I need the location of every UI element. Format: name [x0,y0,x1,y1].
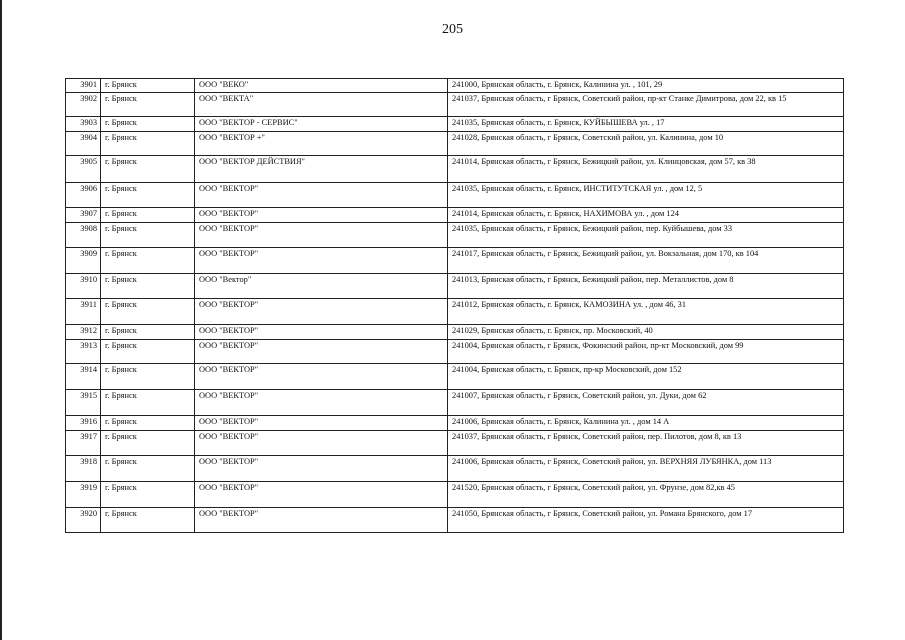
address-cell: 241037, Брянская область, г Брянск, Советский район, пер. Пилотов, дом 8, кв 13 [448,431,844,456]
city-cell: г. Брянск [101,183,195,208]
table-row [66,482,844,508]
page-edge-line [0,0,2,640]
table-row [66,508,844,533]
city-cell: г. Брянск [101,340,195,364]
table-row [66,299,844,325]
organization-name-cell: ООО "ВЕКТОР" [195,456,448,482]
address-cell: 241029, Брянская область, г. Брянск, пр. Московский, 40 [448,325,844,340]
row-number-cell: 3911 [66,299,101,325]
city-cell: г. Брянск [101,416,195,431]
organization-name-cell: ООО "ВЕКТОР" [195,248,448,274]
city-cell: г. Брянск [101,208,195,223]
table-row [66,183,844,208]
table-row [66,117,844,132]
row-number-cell: 3906 [66,183,101,208]
city-cell: г. Брянск [101,390,195,416]
address-cell: 241014, Брянская область, г Брянск, Бежицкий район, ул. Клинцовская, дом 57, кв 38 [448,156,844,183]
city-cell: г. Брянск [101,117,195,132]
row-number-cell: 3903 [66,117,101,132]
address-cell: 241006, Брянская область, г Брянск, Советский район, ул. ВЕРХНЯЯ ЛУБЯНКА, дом 113 [448,456,844,482]
address-cell: 241035, Брянская область, г Брянск, Бежицкий район, пер. Куйбышева, дом 33 [448,223,844,248]
row-number-cell: 3910 [66,274,101,299]
table-row [66,132,844,156]
organization-name-cell: ООО "ВЕКТОР - СЕРВИС" [195,117,448,132]
organization-name-cell: ООО "ВЕКТОР" [195,390,448,416]
city-cell: г. Брянск [101,456,195,482]
row-number-cell: 3920 [66,508,101,533]
city-cell: г. Брянск [101,364,195,390]
address-cell: 241004, Брянская область, г. Брянск, пр-кр Московский, дом 152 [448,364,844,390]
address-cell: 241520, Брянская область, г Брянск, Советский район, ул. Фрунзе, дом 82,кв 45 [448,482,844,508]
city-cell: г. Брянск [101,248,195,274]
table-row [66,274,844,299]
city-cell: г. Брянск [101,299,195,325]
city-cell: г. Брянск [101,482,195,508]
row-number-cell: 3913 [66,340,101,364]
address-cell: 241028, Брянская область, г Брянск, Советский район, ул. Калинина, дом 10 [448,132,844,156]
table-row [66,79,844,93]
table-row [66,208,844,223]
table-row [66,325,844,340]
organization-name-cell: ООО "ВЕКТОР" [195,183,448,208]
row-number-cell: 3918 [66,456,101,482]
address-cell: 241012, Брянская область, г. Брянск, КАМОЗИНА ул. , дом 46, 31 [448,299,844,325]
address-cell: 241007, Брянская область, г Брянск, Советский район, ул. Дуки, дом 62 [448,390,844,416]
organization-name-cell: ООО "ВЕКТОР" [195,325,448,340]
address-cell: 241035, Брянская область, г. Брянск, КУЙБЫШЕВА ул. , 17 [448,117,844,132]
organization-name-cell: ООО "Вектор" [195,274,448,299]
city-cell: г. Брянск [101,132,195,156]
organization-name-cell: ООО "ВЕКТА" [195,93,448,117]
organization-name-cell: ООО "ВЕКТОР" [195,508,448,533]
city-cell: г. Брянск [101,325,195,340]
organization-name-cell: ООО "ВЕКТОР +" [195,132,448,156]
row-number-cell: 3902 [66,93,101,117]
row-number-cell: 3915 [66,390,101,416]
row-number-cell: 3907 [66,208,101,223]
row-number-cell: 3905 [66,156,101,183]
organization-name-cell: ООО "ВЕКТОР" [195,299,448,325]
table-row [66,248,844,274]
city-cell: г. Брянск [101,79,195,93]
page-number: 205 [442,22,463,37]
address-cell: 241013, Брянская область, г Брянск, Бежицкий район, пер. Металлистов, дом 8 [448,274,844,299]
city-cell: г. Брянск [101,274,195,299]
table-row [66,416,844,431]
city-cell: г. Брянск [101,431,195,456]
registry-table-body [66,79,844,533]
address-cell: 241050, Брянская область, г Брянск, Советский район, ул. Романа Брянского, дом 17 [448,508,844,533]
organization-name-cell: ООО "ВЕКТОР" [195,223,448,248]
organization-name-cell: ООО "ВЕКТОР" [195,208,448,223]
organization-name-cell: ООО "ВЕКО" [195,79,448,93]
organization-name-cell: ООО "ВЕКТОР" [195,364,448,390]
address-cell: 241017, Брянская область, г Брянск, Бежицкий район, ул. Вокзальная, дом 170, кв 104 [448,248,844,274]
address-cell: 241014, Брянская область, г. Брянск, НАХИМОВА ул. , дом 124 [448,208,844,223]
row-number-cell: 3904 [66,132,101,156]
row-number-cell: 3919 [66,482,101,508]
row-number-cell: 3916 [66,416,101,431]
organization-registry-table [65,78,844,533]
city-cell: г. Брянск [101,223,195,248]
table-row [66,156,844,183]
row-number-cell: 3901 [66,79,101,93]
organization-name-cell: ООО "ВЕКТОР ДЕЙСТВИЯ" [195,156,448,183]
address-cell: 241037, Брянская область, г Брянск, Советский район, пр-кт Станке Димитрова, дом 22, кв 15 [448,93,844,117]
row-number-cell: 3914 [66,364,101,390]
table-row [66,456,844,482]
table-row [66,223,844,248]
row-number-cell: 3909 [66,248,101,274]
organization-name-cell: ООО "ВЕКТОР" [195,482,448,508]
address-cell: 241004, Брянская область, г Брянск, Фокинский район, пр-кт Московский, дом 99 [448,340,844,364]
table-row [66,390,844,416]
organization-name-cell: ООО "ВЕКТОР" [195,340,448,364]
organization-name-cell: ООО "ВЕКТОР" [195,431,448,456]
table-row [66,364,844,390]
row-number-cell: 3908 [66,223,101,248]
city-cell: г. Брянск [101,156,195,183]
address-cell: 241000, Брянская область, г. Брянск, Калинина ул. , 101, 29 [448,79,844,93]
table-row [66,340,844,364]
table-row [66,93,844,117]
organization-name-cell: ООО "ВЕКТОР" [195,416,448,431]
address-cell: 241035, Брянская область, г. Брянск, ИНСТИТУТСКАЯ ул. , дом 12, 5 [448,183,844,208]
row-number-cell: 3912 [66,325,101,340]
city-cell: г. Брянск [101,508,195,533]
table-row [66,431,844,456]
city-cell: г. Брянск [101,93,195,117]
address-cell: 241006, Брянская область, г. Брянск, Калинина ул. , дом 14 А [448,416,844,431]
row-number-cell: 3917 [66,431,101,456]
